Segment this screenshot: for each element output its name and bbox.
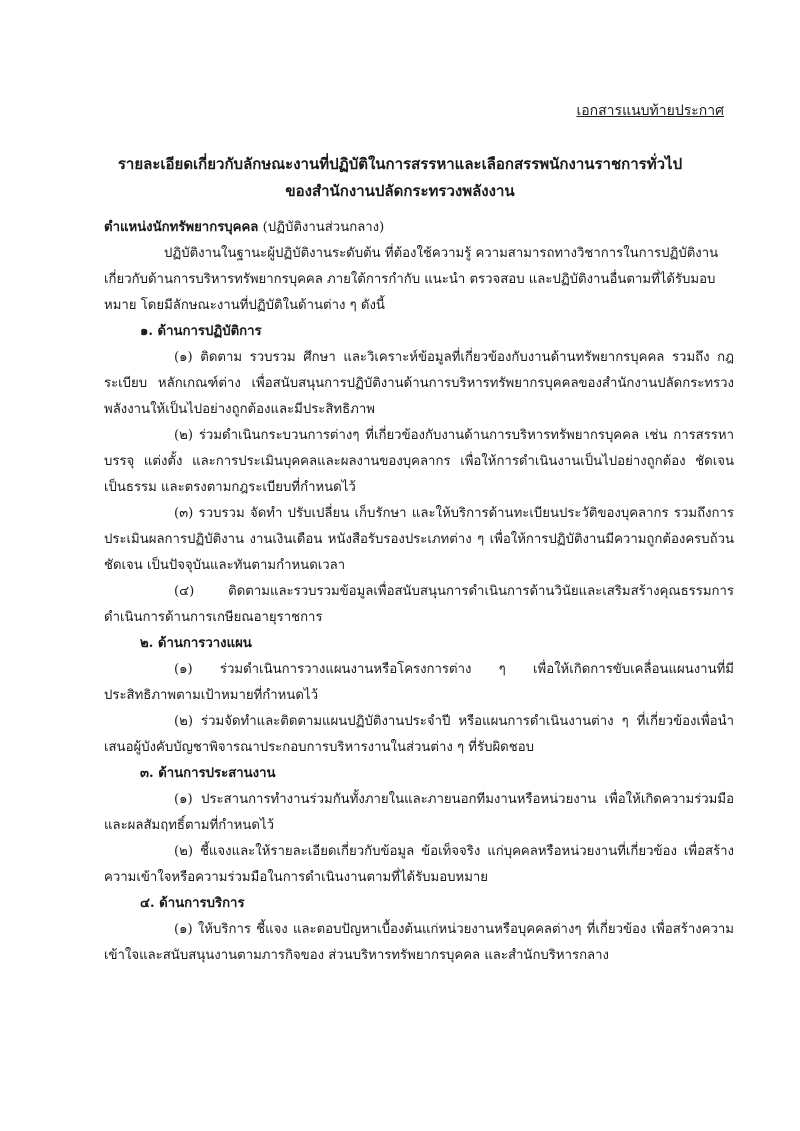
section-item: (๑) ประสานการทำงานร่วมกันทั้งภายในและภายนอกทีมงานหรือหน่วยงาน เพื่อให้เกิดความร่วมมือและผลสัมฤทธิ์ตามที่กำหนดไว้ xyxy=(104,792,734,833)
section-item: (๔) ติดตามและรวบรวมข้อมูลเพื่อสนับสนุนการดำเนินการด้านวินัยและเสริมสร้างคุณธรรมการดำเนินการด้านการเกษียณอายุราชการ xyxy=(104,584,734,625)
position-title: ตำแหน่งนักทรัพยากรบุคคล xyxy=(104,220,259,235)
document-title-line1: รายละเอียดเกี่ยวกับลักษณะงานที่ปฏิบัติในการสรรหาและเลือกสรรพนักงานราชการทั่วไป xyxy=(117,155,683,173)
document-body xyxy=(104,215,734,969)
section-heading: ๓. ด้านการประสานงาน xyxy=(140,766,276,781)
section-heading: ๒. ด้านการวางแผน xyxy=(140,636,252,651)
section-heading: ๑. ด้านการปฏิบัติการ xyxy=(140,324,262,339)
section-item: (๑) ติดตาม รวบรวม ศึกษา และวิเคราะห์ข้อมูลที่เกี่ยวข้องกับงานด้านทรัพยากรบุคคล รวมถึง กฎ ระเบียบ หลักเกณฑ์ต่าง เพื่อสนับสนุนการปฏิบัติงานด้านการบริหารทรัพยากรบุคคลของสำนักงานปลัดกระทรวงพลังงานให้เป็นไปอย่างถูกต้องและมีประสิทธิภาพ xyxy=(104,350,734,417)
section-heading: ๔. ด้านการบริการ xyxy=(140,896,245,911)
section-item: (๓) รวบรวม จัดทำ ปรับเปลี่ยน เก็บรักษา และให้บริการด้านทะเบียนประวัติของบุคลากร รวมถึงการประเมินผลการปฏิบัติงาน งานเงินเดือน หนังสือรับรองประเภทต่าง ๆ เพื่อให้การปฏิบัติงานมีความถูกต้องครบถ้วน ชัดเจน เป็นปัจจุบันและทันตามกำหนดเวลา xyxy=(104,506,734,573)
position-note: (ปฏิบัติงานส่วนกลาง) xyxy=(258,220,385,235)
attachment-reference: เอกสารแนบท้ายประกาศ xyxy=(576,103,724,119)
section-item: (๒) ชี้แจงและให้รายละเอียดเกี่ยวกับข้อมูล ข้อเท็จจริง แก่บุคคลหรือหน่วยงานที่เกี่ยวข้อง เพื่อสร้างความเข้าใจหรือความร่วมมือในการดำเนินงานตามที่ได้รับมอบหมาย xyxy=(104,844,734,885)
section-item: (๑) ร่วมดำเนินการวางแผนงานหรือโครงการต่าง ๆ เพื่อให้เกิดการขับเคลื่อนแผนงานที่มีประสิทธิภาพตามเป้าหมายที่กำหนดไว้ xyxy=(104,662,734,703)
section-item: (๑) ให้บริการ ชี้แจง และตอบปัญหาเบื้องต้นแก่หน่วยงานหรือบุคคลต่างๆ ที่เกี่ยวข้อง เพื่อสร้างความเข้าใจและสนับสนุนงานตามภารกิจของ ส่วนบริหารทรัพยากรบุคคล และสำนักบริหารกลาง xyxy=(104,922,734,963)
section-item: (๒) ร่วมดำเนินกระบวนการต่างๆ ที่เกี่ยวข้องกับงานด้านการบริหารทรัพยากรบุคคล เช่น การสรรหา บรรจุ แต่งตั้ง และการประเมินบุคคลและผลงานของบุคลากร เพื่อให้การดำเนินงานเป็นไปอย่างถูกต้อง ชัดเจน เป็นธรรม และตรงตามกฎระเบียบที่กำหนดไว้ xyxy=(104,428,734,495)
section-item: (๒) ร่วมจัดทำและติดตามแผนปฏิบัติงานประจำปี หรือแผนการดำเนินงานต่าง ๆ ที่เกี่ยวข้องเพื่อนำเสนอผู้บังคับบัญชาพิจารณาประกอบการบริหารงานในส่วนต่าง ๆ ที่รับผิดชอบ xyxy=(104,714,734,755)
position-heading xyxy=(104,215,734,241)
document-title-line2: ของสำนักงานปลัดกระทรวงพลังงาน xyxy=(285,182,515,200)
position-intro: ปฏิบัติงานในฐานะผู้ปฏิบัติงานระดับต้น ที่ต้องใช้ความรู้ ความสามารถทางวิชาการในการปฏิบัติงานเกี่ยวกับด้านการบริหารทรัพยากรบุคคล ภายใต้การกำกับ แนะนำ ตรวจสอบ และปฏิบัติงานอื่นตามที่ได้รับมอบหมาย โดยมีลักษณะงานที่ปฏิบัติในด้านต่าง ๆ ดังนี้ xyxy=(104,246,719,313)
